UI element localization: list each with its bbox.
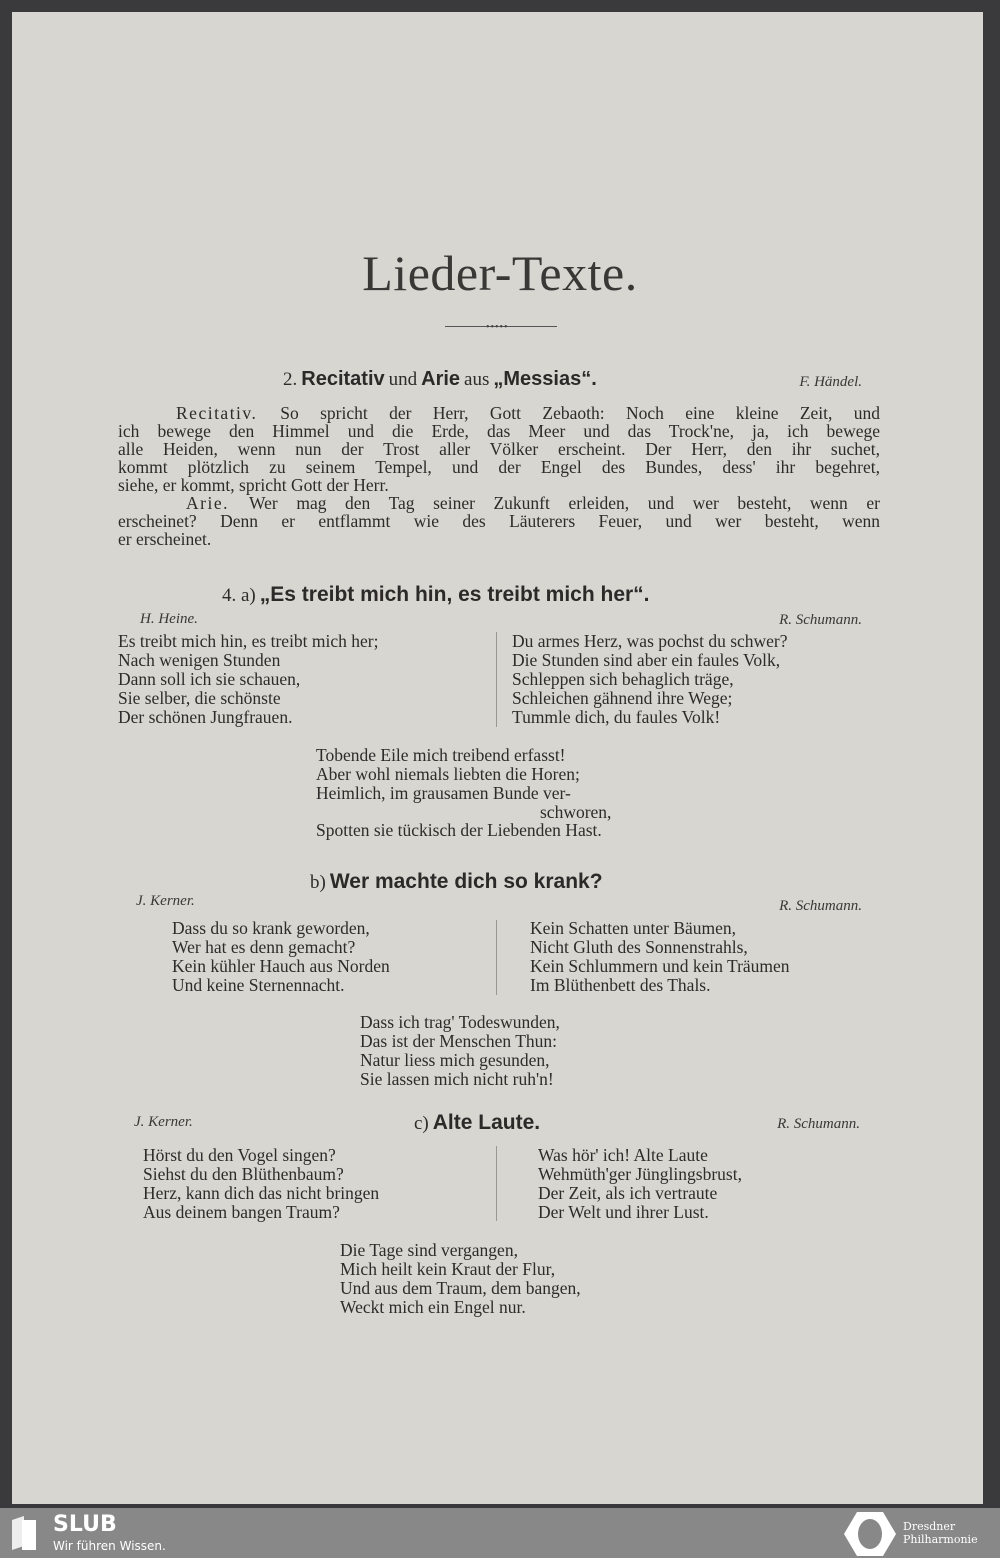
section-4c-poet: J. Kerner.: [134, 1114, 193, 1130]
poem-line-center: Spotten sie tückisch der Liebenden Hast.: [316, 820, 602, 840]
poem-line-right: Schleppen sich behaglich träge,: [512, 669, 734, 689]
slub-book-icon: [8, 1516, 40, 1552]
poem-line-center: Sie lassen mich nicht ruh'n!: [360, 1069, 554, 1089]
column-divider: [496, 632, 497, 727]
poem-line-left: Kein kühler Hauch aus Norden: [172, 956, 390, 976]
paragraph-label: Arie.: [186, 493, 250, 513]
poem-line-right: Schleichen gähnend ihre Wege;: [512, 688, 733, 708]
section-4b-heading: b) Wer machte dich so krank?: [310, 870, 603, 893]
poem-line-center: Das ist der Menschen Thun:: [360, 1031, 558, 1051]
poem-line-left: Der schönen Jungfrauen.: [118, 707, 293, 727]
poem-line-right: Der Welt und ihrer Lust.: [538, 1202, 709, 1222]
slub-tagline: Wir führen Wissen.: [53, 1539, 166, 1553]
recitativ-line: Recitativ. So spricht der Herr, Gott Zebaoth: Noch eine kleine Zeit, und: [176, 403, 880, 423]
section-2-heading: 2. Recitativ und Arie aus „Messias“.: [283, 368, 597, 390]
section-4c-heading: c) Alte Laute.: [414, 1111, 541, 1134]
philharmonie-logo-icon: [843, 1511, 897, 1557]
poem-line-right: Wehmüth'ger Jünglingsbrust,: [538, 1164, 742, 1184]
poem-line-center: Aber wohl niemals liebten die Horen;: [316, 764, 580, 784]
poem-line-left: Sie selber, die schönste: [118, 688, 281, 708]
poem-line-right: Tummle dich, du faules Volk!: [512, 707, 721, 727]
poem-line-center: Und aus dem Traum, dem bangen,: [340, 1278, 581, 1298]
section-2-composer: F. Händel.: [799, 374, 862, 390]
poem-line-left: Wer hat es denn gemacht?: [172, 937, 356, 957]
column-divider: [496, 1146, 497, 1221]
poem-line-right: Du armes Herz, was pochst du schwer?: [512, 631, 788, 651]
arie-line: er erscheinet.: [118, 529, 212, 549]
poem-line-center: Die Tage sind vergangen,: [340, 1240, 518, 1260]
section-4c-composer: R. Schumann.: [777, 1116, 860, 1132]
column-divider: [496, 920, 497, 995]
poem-line-left: Dann soll ich sie schauen,: [118, 669, 301, 689]
poem-line-left: Dass du so krank geworden,: [172, 918, 370, 938]
poem-line-center: Natur liess mich gesunden,: [360, 1050, 550, 1070]
poem-line-left: Siehst du den Blüthenbaum?: [143, 1164, 344, 1184]
poem-line-center: Tobende Eile mich treibend erfasst!: [316, 745, 566, 765]
poem-line-center: schworen,: [540, 802, 612, 822]
poem-line-right: Was hör' ich! Alte Laute: [538, 1145, 708, 1165]
partner-name: Dresdner Philharmonie: [903, 1520, 978, 1546]
paragraph-label: Recitativ.: [176, 403, 281, 423]
poem-line-center: Weckt mich ein Engel nur.: [340, 1297, 526, 1317]
poem-line-right: Im Blüthenbett des Thals.: [530, 975, 711, 995]
ornament-dots: •••••: [486, 322, 509, 333]
poem-line-left: Hörst du den Vogel singen?: [143, 1145, 336, 1165]
page-title: Lieder-Texte.: [362, 245, 638, 301]
section-4b-composer: R. Schumann.: [779, 898, 862, 914]
recitativ-line: siehe, er kommt, spricht Gott der Herr.: [118, 475, 389, 495]
poem-line-center: Mich heilt kein Kraut der Flur,: [340, 1259, 556, 1279]
poem-line-right: Kein Schlummern und kein Träumen: [530, 956, 790, 976]
poem-line-right: Der Zeit, als ich vertraute: [538, 1183, 718, 1203]
section-4b-poet: J. Kerner.: [136, 893, 195, 909]
poem-line-right: Nicht Gluth des Sonnenstrahls,: [530, 937, 748, 957]
poem-line-left: Aus deinem bangen Traum?: [143, 1202, 340, 1222]
footer-bar: [0, 1508, 1000, 1558]
poem-line-center: Dass ich trag' Todeswunden,: [360, 1012, 560, 1032]
recitativ-line: kommt plötzlich zu seinem Tempel, und der Engel des Bundes, dess' ihr begehret,: [118, 457, 880, 477]
poem-line-right: Die Stunden sind aber ein faules Volk,: [512, 650, 781, 670]
poem-line-left: Herz, kann dich das nicht bringen: [143, 1183, 380, 1203]
recitativ-line: alle Heiden, wenn nun der Trost aller Völker erscheint. Der Herr, den ihr suchet,: [118, 439, 880, 459]
arie-line: Arie. Wer mag den Tag seiner Zukunft erleiden, und wer besteht, wenn er: [186, 493, 880, 513]
poem-line-left: Nach wenigen Stunden: [118, 650, 281, 670]
poem-line-left: Es treibt mich hin, es treibt mich her;: [118, 631, 379, 651]
section-4a-composer: R. Schumann.: [779, 612, 862, 628]
section-4a-heading: 4. a) „Es treibt mich hin, es treibt mich her“.: [222, 583, 650, 606]
slub-logo: SLUB: [53, 1512, 117, 1537]
section-4a-poet: H. Heine.: [140, 611, 198, 627]
poem-line-left: Und keine Sternennacht.: [172, 975, 345, 995]
poem-line-right: Kein Schatten unter Bäumen,: [530, 918, 737, 938]
arie-line: erscheinet? Denn er entflammt wie des Läuterers Feuer, und wer besteht, wenn: [118, 511, 880, 531]
recitativ-line: ich bewege den Himmel und die Erde, das Meer und das Trock'ne, ja, ich bewege: [118, 421, 880, 441]
poem-line-center: Heimlich, im grausamen Bunde ver-: [316, 783, 571, 803]
